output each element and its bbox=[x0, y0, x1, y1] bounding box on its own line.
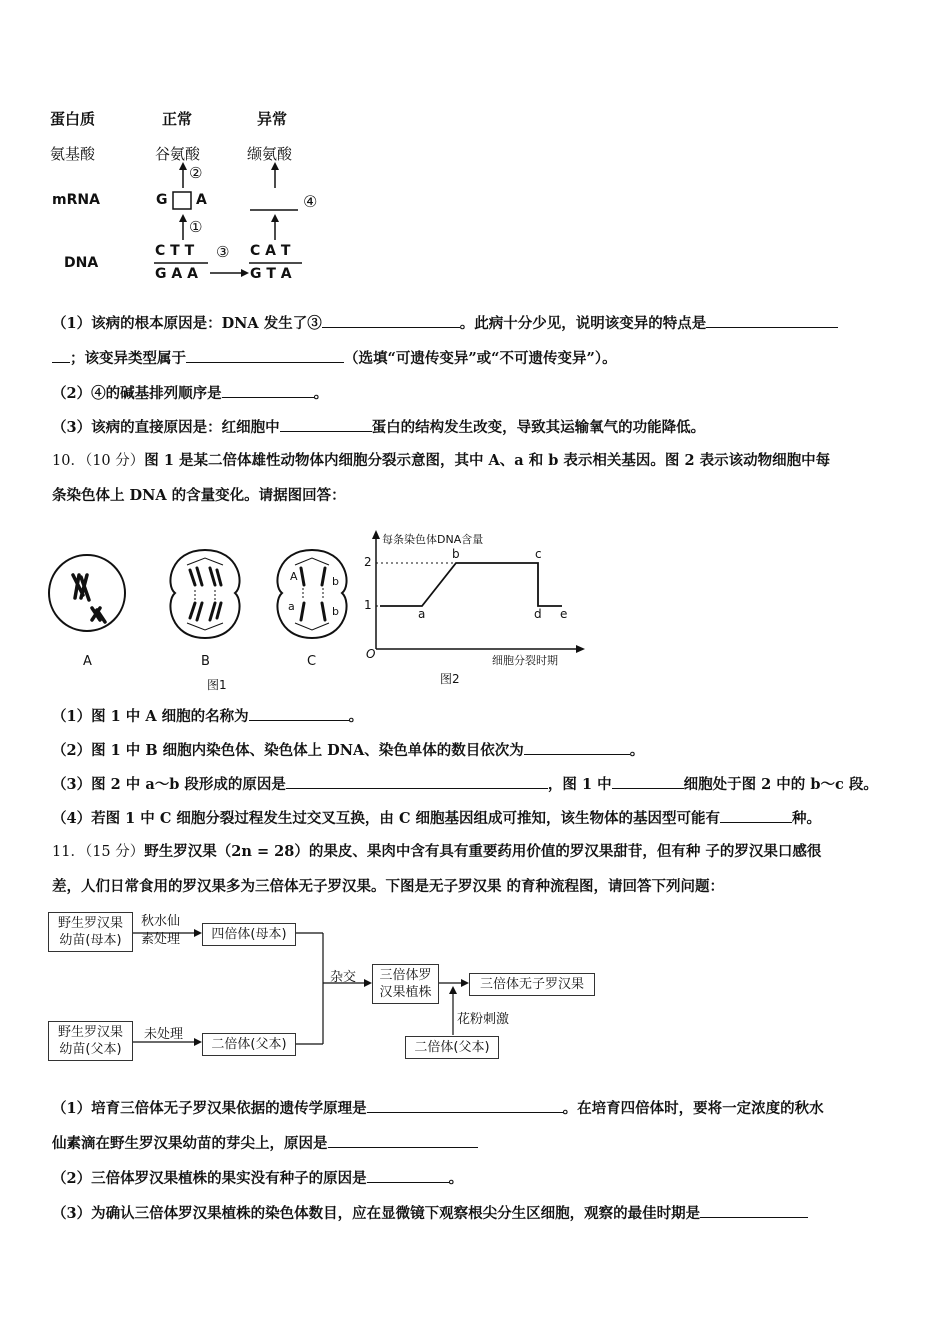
question-points: （15 分） bbox=[84, 844, 145, 860]
wild-mother-line1: 野生罗汉果 bbox=[57, 916, 123, 931]
colchicine-line2: 素处理 bbox=[141, 932, 181, 947]
q10-p3-text-b: ，图 1 中 bbox=[547, 776, 612, 793]
triploid-line1: 三倍体罗 bbox=[379, 968, 432, 983]
q10-p1-text-a: （1）图 1 中 A 细胞的名称为 bbox=[52, 708, 249, 725]
q9-p2-text-b: 。 bbox=[313, 385, 329, 402]
diploid-father-box bbox=[202, 1033, 296, 1056]
abnormal-amino: 缬氨酸 bbox=[247, 145, 293, 163]
q9-p2-text-a: （2）④的碱基排列顺序是 bbox=[52, 385, 222, 402]
untreated-text: 未处理 bbox=[144, 1027, 184, 1042]
q10-part1 bbox=[52, 705, 363, 727]
mark-2: ② bbox=[189, 164, 203, 182]
cell-label-B: B bbox=[201, 654, 210, 669]
seedless-text: 三倍体无子罗汉果 bbox=[479, 977, 584, 992]
answer-blank[interactable] bbox=[367, 1097, 563, 1113]
seedless-box bbox=[469, 973, 595, 996]
q10-p3-text-a: （3）图 2 中 a～b 段形成的原因是 bbox=[52, 776, 286, 793]
triploid-box bbox=[372, 964, 439, 1004]
dna-abnormal-bottom: G T A bbox=[250, 266, 292, 282]
answer-blank[interactable] bbox=[720, 807, 792, 823]
point-e: e bbox=[560, 607, 568, 621]
question-points: （10 分） bbox=[84, 453, 145, 469]
mark-3: ③ bbox=[216, 243, 230, 261]
answer-blank[interactable] bbox=[328, 1132, 478, 1148]
q9-part1-line1 bbox=[52, 312, 838, 334]
fig2-caption: 图2 bbox=[440, 672, 460, 686]
q10-p2-text-a: （2）图 1 中 B 细胞内染色体、染色体上 DNA、染色单体的数目依次为 bbox=[52, 742, 524, 759]
q11-part3 bbox=[52, 1202, 808, 1224]
q10-part4 bbox=[52, 807, 821, 829]
q11-p1-text-b: 。在培育四倍体时，要将一定浓度的秋水 bbox=[562, 1100, 824, 1117]
q11-intro-a: 野生罗汉果（2n = 28）的果皮、果肉中含有具有重要药用价值的罗汉果甜苷，但有种 子的罗汉果口感很 bbox=[144, 843, 822, 860]
x-axis-title: 细胞分裂时期 bbox=[492, 654, 558, 667]
q10-p3-text-c: 细胞处于图 2 中的 b～c 段。 bbox=[683, 776, 878, 793]
header-normal: 正常 bbox=[162, 110, 193, 128]
point-c: c bbox=[535, 547, 542, 561]
header-protein: 蛋白质 bbox=[50, 110, 96, 128]
cell-label-A: A bbox=[83, 654, 92, 669]
q9-p1-text-a: （1）该病的根本原因是：DNA 发生了③ bbox=[52, 315, 322, 332]
q10-intro-line2 bbox=[52, 486, 346, 506]
q10-intro-line1 bbox=[52, 451, 830, 471]
gene-label-b-top: b bbox=[332, 575, 339, 588]
answer-blank[interactable] bbox=[367, 1167, 449, 1183]
answer-blank[interactable] bbox=[280, 416, 372, 432]
point-d: d bbox=[534, 607, 542, 621]
gene-label-b-bottom: b bbox=[332, 605, 339, 618]
q9-p1-text-d: （选填“可遗传变异”或“不可遗传变异”）。 bbox=[344, 350, 617, 367]
q11-intro-line1 bbox=[52, 842, 821, 862]
q11-p1-text-a: （1）培育三倍体无子罗汉果依据的遗传学原理是 bbox=[52, 1100, 367, 1117]
fig1-caption: 图1 bbox=[207, 678, 227, 692]
answer-blank[interactable] bbox=[706, 312, 838, 328]
wild-father-box bbox=[48, 1021, 133, 1061]
answer-blank[interactable] bbox=[700, 1202, 808, 1218]
cell-division-figure bbox=[45, 530, 365, 695]
q9-p3-text-a: （3）该病的直接原因是：红细胞中 bbox=[52, 419, 280, 436]
diploid-father-2-text: 二倍体(父本) bbox=[414, 1040, 490, 1055]
dna-normal-bottom: G A A bbox=[155, 266, 198, 282]
q10-p4-text-a: （4）若图 1 中 C 细胞分裂过程发生过交叉互换，由 C 细胞基因组成可推知，该生物体的基因型可能有 bbox=[52, 810, 721, 827]
y-tick-2: 2 bbox=[364, 555, 372, 569]
row-label-dna: DNA bbox=[64, 255, 99, 271]
answer-blank[interactable] bbox=[286, 773, 548, 789]
answer-blank[interactable] bbox=[322, 312, 460, 328]
q10-part2 bbox=[52, 739, 644, 761]
mark-1: ① bbox=[189, 218, 203, 236]
answer-blank[interactable] bbox=[186, 347, 344, 363]
answer-blank[interactable] bbox=[524, 739, 630, 755]
question-number: 10． bbox=[52, 453, 85, 469]
q11-part1-line2 bbox=[52, 1132, 478, 1154]
tetraploid-text: 四倍体(母本) bbox=[211, 927, 287, 942]
q10-p4-text-b: 种。 bbox=[792, 810, 822, 827]
q9-part1-line2 bbox=[52, 347, 617, 369]
cross-text: 杂交 bbox=[330, 970, 357, 985]
dna-normal-top: C T T bbox=[155, 243, 195, 259]
y-axis-title: 每条染色体DNA含量 bbox=[382, 533, 484, 546]
row-label-mrna: mRNA bbox=[52, 192, 100, 208]
gene-label-A: A bbox=[290, 570, 298, 583]
mutation-figure bbox=[40, 100, 340, 300]
q10-part3 bbox=[52, 773, 878, 795]
q10-p2-text-b: 。 bbox=[629, 742, 645, 759]
answer-blank[interactable] bbox=[222, 382, 314, 398]
mrna-normal-left: G bbox=[156, 192, 168, 208]
row-label-amino: 氨基酸 bbox=[50, 145, 96, 163]
answer-blank[interactable] bbox=[249, 705, 349, 721]
dna-content-chart bbox=[362, 527, 592, 695]
mrna-normal-right: A bbox=[196, 192, 207, 208]
y-tick-1: 1 bbox=[364, 598, 372, 612]
normal-amino: 谷氨酸 bbox=[155, 145, 201, 163]
diploid-father-box-2 bbox=[405, 1036, 499, 1059]
dna-abnormal-top: C A T bbox=[250, 243, 291, 259]
breeding-flowchart bbox=[45, 908, 605, 1068]
q11-intro-line2 bbox=[52, 877, 724, 897]
gene-label-a: a bbox=[288, 600, 295, 613]
dna-curve bbox=[380, 563, 562, 606]
pollen-text: 花粉刺激 bbox=[457, 1012, 510, 1027]
wild-mother-box bbox=[48, 912, 133, 952]
tetraploid-box bbox=[202, 923, 296, 946]
wild-mother-line2: 幼苗(母本) bbox=[59, 933, 122, 948]
cell-label-C: C bbox=[307, 654, 317, 669]
q9-part3 bbox=[52, 416, 705, 438]
wild-father-line2: 幼苗(父本) bbox=[59, 1042, 122, 1057]
diploid-father-text: 二倍体(父本) bbox=[211, 1037, 287, 1052]
q9-part2 bbox=[52, 382, 328, 404]
q10-p1-text-b: 。 bbox=[348, 708, 364, 725]
q11-p2-text-a: （2）三倍体罗汉果植株的果实没有种子的原因是 bbox=[52, 1170, 367, 1187]
q11-p2-text-b: 。 bbox=[448, 1170, 464, 1187]
mark-4: ④ bbox=[303, 192, 318, 211]
point-b: b bbox=[452, 547, 460, 561]
q11-p3-text-a: （3）为确认三倍体罗汉果植株的染色体数目，应在显微镜下观察根尖分生区细胞，观察的最佳时期是 bbox=[52, 1205, 701, 1222]
q10-intro-a: 图 1 是某二倍体雄性动物体内细胞分裂示意图，其中 A、a 和 b 表示相关基因。图 2 表示该动物细胞中每 bbox=[144, 452, 831, 469]
cross-label bbox=[330, 966, 356, 985]
dna-chart-svg bbox=[362, 527, 592, 695]
pollen-label bbox=[457, 1008, 509, 1027]
q11-part2 bbox=[52, 1167, 463, 1189]
untreated-label bbox=[144, 1023, 183, 1042]
q9-p1-text-c: ；该变异类型属于 bbox=[70, 350, 186, 367]
q11-intro-b: 差，人们日常食用的罗汉果多为三倍体无子罗汉果。下图是无子罗汉果 的育种流程图，请回答下列问题： bbox=[52, 878, 725, 895]
q10-intro-b: 条染色体上 DNA 的含量变化。请据图回答： bbox=[52, 487, 346, 504]
q9-p1-text-b: 。此病十分少见，说明该变异的特点是 bbox=[459, 315, 707, 332]
cell-division-svg bbox=[45, 530, 365, 695]
answer-blank[interactable] bbox=[52, 347, 70, 363]
header-abnormal: 异常 bbox=[257, 110, 288, 128]
question-number: 11． bbox=[52, 844, 85, 860]
q11-part1-line1 bbox=[52, 1097, 824, 1119]
colchicine-line1: 秋水仙 bbox=[141, 914, 181, 929]
q11-p1-text-c: 仙素滴在野生罗汉果幼苗的芽尖上，原因是 bbox=[52, 1135, 328, 1152]
point-a: a bbox=[418, 607, 426, 621]
wild-father-line1: 野生罗汉果 bbox=[57, 1025, 123, 1040]
colchicine-label bbox=[141, 913, 180, 949]
origin-label: O bbox=[366, 647, 376, 661]
q9-p3-text-b: 蛋白的结构发生改变，导致其运输氧气的功能降低。 bbox=[371, 419, 706, 436]
triploid-line2: 汉果植株 bbox=[379, 985, 432, 1000]
answer-blank[interactable] bbox=[612, 773, 684, 789]
